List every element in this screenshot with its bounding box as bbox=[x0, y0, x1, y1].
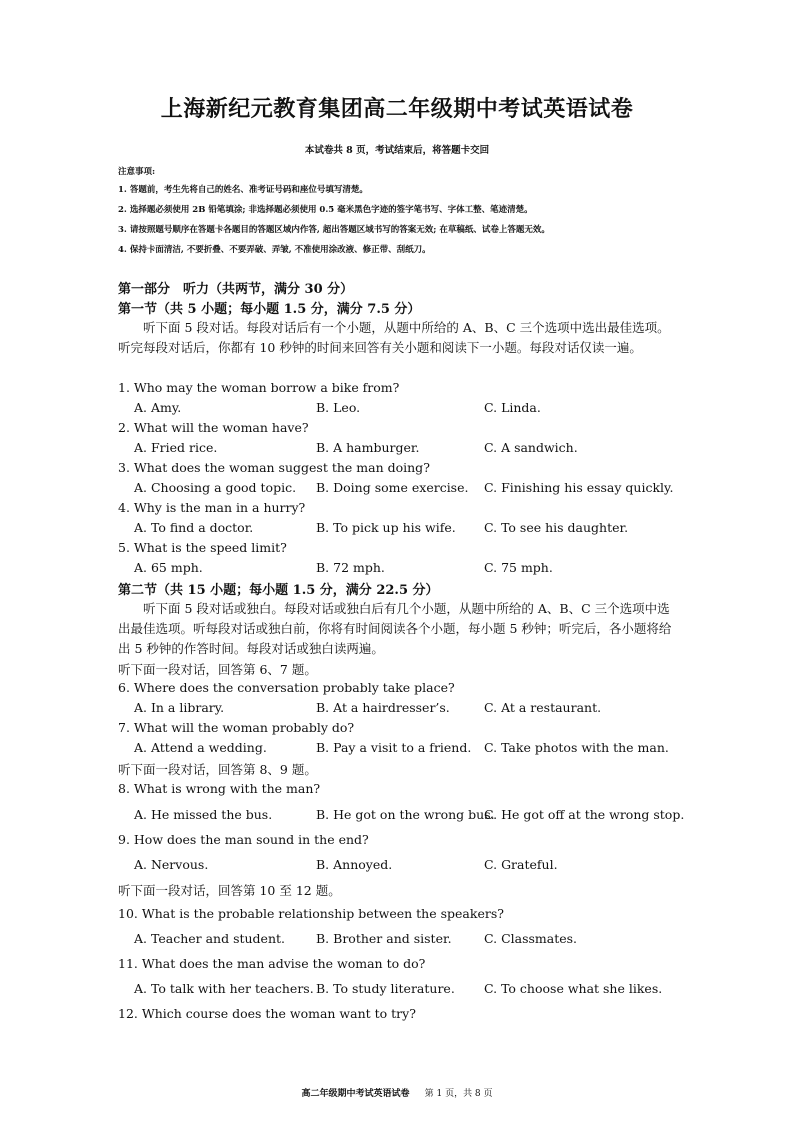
section2-heading: 第二节（共 15 小题；每小题 1.5 分，满分 22.5 分） bbox=[118, 583, 439, 598]
question-4: 4. Why is the man in a hurry? bbox=[118, 500, 306, 515]
dialog-intro: 听下面一段对话，回答第 6、7 题。 bbox=[118, 662, 317, 677]
question-1: 1. Who may the woman borrow a bike from? bbox=[118, 380, 400, 395]
option-c: C. Classmates. bbox=[484, 931, 578, 946]
option-c: C. 75 mph. bbox=[484, 560, 553, 575]
footer-page-number: 第 1 页，共 8 页 bbox=[424, 1089, 493, 1099]
option-a: A. Amy. bbox=[134, 400, 182, 415]
question-3: 3. What does the woman suggest the man doing? bbox=[118, 460, 430, 475]
option-c: C. To choose what she likes. bbox=[484, 981, 663, 996]
option-a: A. To talk with her teachers. bbox=[134, 981, 314, 996]
question-5: 5. What is the speed limit? bbox=[118, 540, 287, 555]
option-b: B. 72 mph. bbox=[316, 560, 385, 575]
question-6: 6. Where does the conversation probably take place? bbox=[118, 680, 455, 695]
question-12: 12. Which course does the woman want to try? bbox=[118, 1006, 416, 1021]
option-c: C. A sandwich. bbox=[484, 440, 578, 455]
option-c: C. Finishing his essay quickly. bbox=[484, 480, 674, 495]
option-c: C. Take photos with the man. bbox=[484, 740, 669, 755]
option-b: B. Annoyed. bbox=[316, 857, 393, 872]
part1-heading: 第一部分 听力（共两节，满分 30 分） bbox=[118, 282, 354, 297]
notice-item: 3. 请按照题号顺序在答题卡各题目的答题区域内作答, 超出答题区域书写的答案无效; 在草稿纸、试卷上答题无效。 bbox=[118, 225, 550, 235]
option-b: B. A hamburger. bbox=[316, 440, 420, 455]
option-b: B. Pay a visit to a friend. bbox=[316, 740, 472, 755]
question-2: 2. What will the woman have? bbox=[118, 420, 309, 435]
notice-heading: 注意事项: bbox=[118, 167, 156, 177]
notice-item: 2. 选择题必须使用 2B 铅笔填涂; 非选择题必须使用 0.5 毫米黑色字迹的签字笔书写、字体工整、笔迹清楚。 bbox=[118, 205, 533, 215]
option-a: A. To find a doctor. bbox=[134, 520, 254, 535]
option-a: A. Nervous. bbox=[134, 857, 209, 872]
exam-subtitle: 本试卷共 8 页，考试结束后，将答题卡交回 bbox=[304, 145, 490, 156]
option-b: B. To pick up his wife. bbox=[316, 520, 456, 535]
dialog-intro: 听下面一段对话，回答第 8、9 题。 bbox=[118, 762, 317, 777]
option-b: B. Brother and sister. bbox=[316, 931, 452, 946]
option-c: C. At a restaurant. bbox=[484, 700, 602, 715]
option-a: A. In a library. bbox=[134, 700, 225, 715]
option-c: C. He got off at the wrong stop. bbox=[484, 807, 685, 822]
question-7: 7. What will the woman probably do? bbox=[118, 720, 355, 735]
option-a: A. Choosing a good topic. bbox=[134, 480, 297, 495]
section1-heading: 第一节（共 5 小题；每小题 1.5 分，满分 7.5 分） bbox=[118, 302, 421, 317]
footer-exam-name: 高二年级期中考试英语试卷 bbox=[301, 1089, 410, 1099]
option-c: C. Linda. bbox=[484, 400, 541, 415]
notice-item: 4. 保持卡面清洁, 不要折叠、不要弄破、弄皱, 不准使用涂改液、修正带、刮纸刀。 bbox=[118, 245, 431, 255]
exam-title: 上海新纪元教育集团高二年级期中考试英语试卷 bbox=[160, 96, 634, 122]
option-a: A. Fried rice. bbox=[134, 440, 218, 455]
question-9: 9. How does the man sound in the end? bbox=[118, 832, 369, 847]
section1-instructions: 听下面 5 段对话。每段对话后有一个小题，从题中所给的 A、B、C 三个选项中选出最佳选项。听完每段对话后，你都有 10 秒钟的时间来回答有关小题和阅读下一小题。每段对话仅读一遍。 bbox=[118, 320, 670, 355]
section2-instructions: 听下面 5 段对话或独白。每段对话或独白后有几个小题，从题中所给的 A、B、C 三个选项中选出最佳选项。听每段对话或独白前，你将有时间阅读各个小题，每小题 5 秒钟；听完后，各小题将给出 5 秒钟的作答时间。每段对话或独白读两遍。 bbox=[118, 601, 672, 656]
page-footer bbox=[0, 1086, 794, 1099]
option-b: B. Leo. bbox=[316, 400, 361, 415]
option-a: A. He missed the bus. bbox=[134, 807, 273, 822]
option-c: C. To see his daughter. bbox=[484, 520, 629, 535]
option-a: A. 65 mph. bbox=[134, 560, 203, 575]
option-c: C. Grateful. bbox=[484, 857, 558, 872]
option-b: B. He got on the wrong bus. bbox=[316, 807, 495, 822]
option-b: B. Doing some exercise. bbox=[316, 480, 469, 495]
dialog-intro: 听下面一段对话，回答第 10 至 12 题。 bbox=[118, 883, 341, 898]
question-8: 8. What is wrong with the man? bbox=[118, 781, 321, 796]
question-11: 11. What does the man advise the woman to do? bbox=[118, 956, 426, 971]
option-a: A. Teacher and student. bbox=[134, 931, 286, 946]
option-b: B. At a hairdresser’s. bbox=[316, 700, 450, 715]
notice-item: 1. 答题前，考生先将自己的姓名、准考证号码和座位号填写清楚。 bbox=[118, 185, 368, 195]
option-b: B. To study literature. bbox=[316, 981, 455, 996]
question-10: 10. What is the probable relationship between the speakers? bbox=[118, 906, 504, 921]
option-a: A. Attend a wedding. bbox=[134, 740, 267, 755]
